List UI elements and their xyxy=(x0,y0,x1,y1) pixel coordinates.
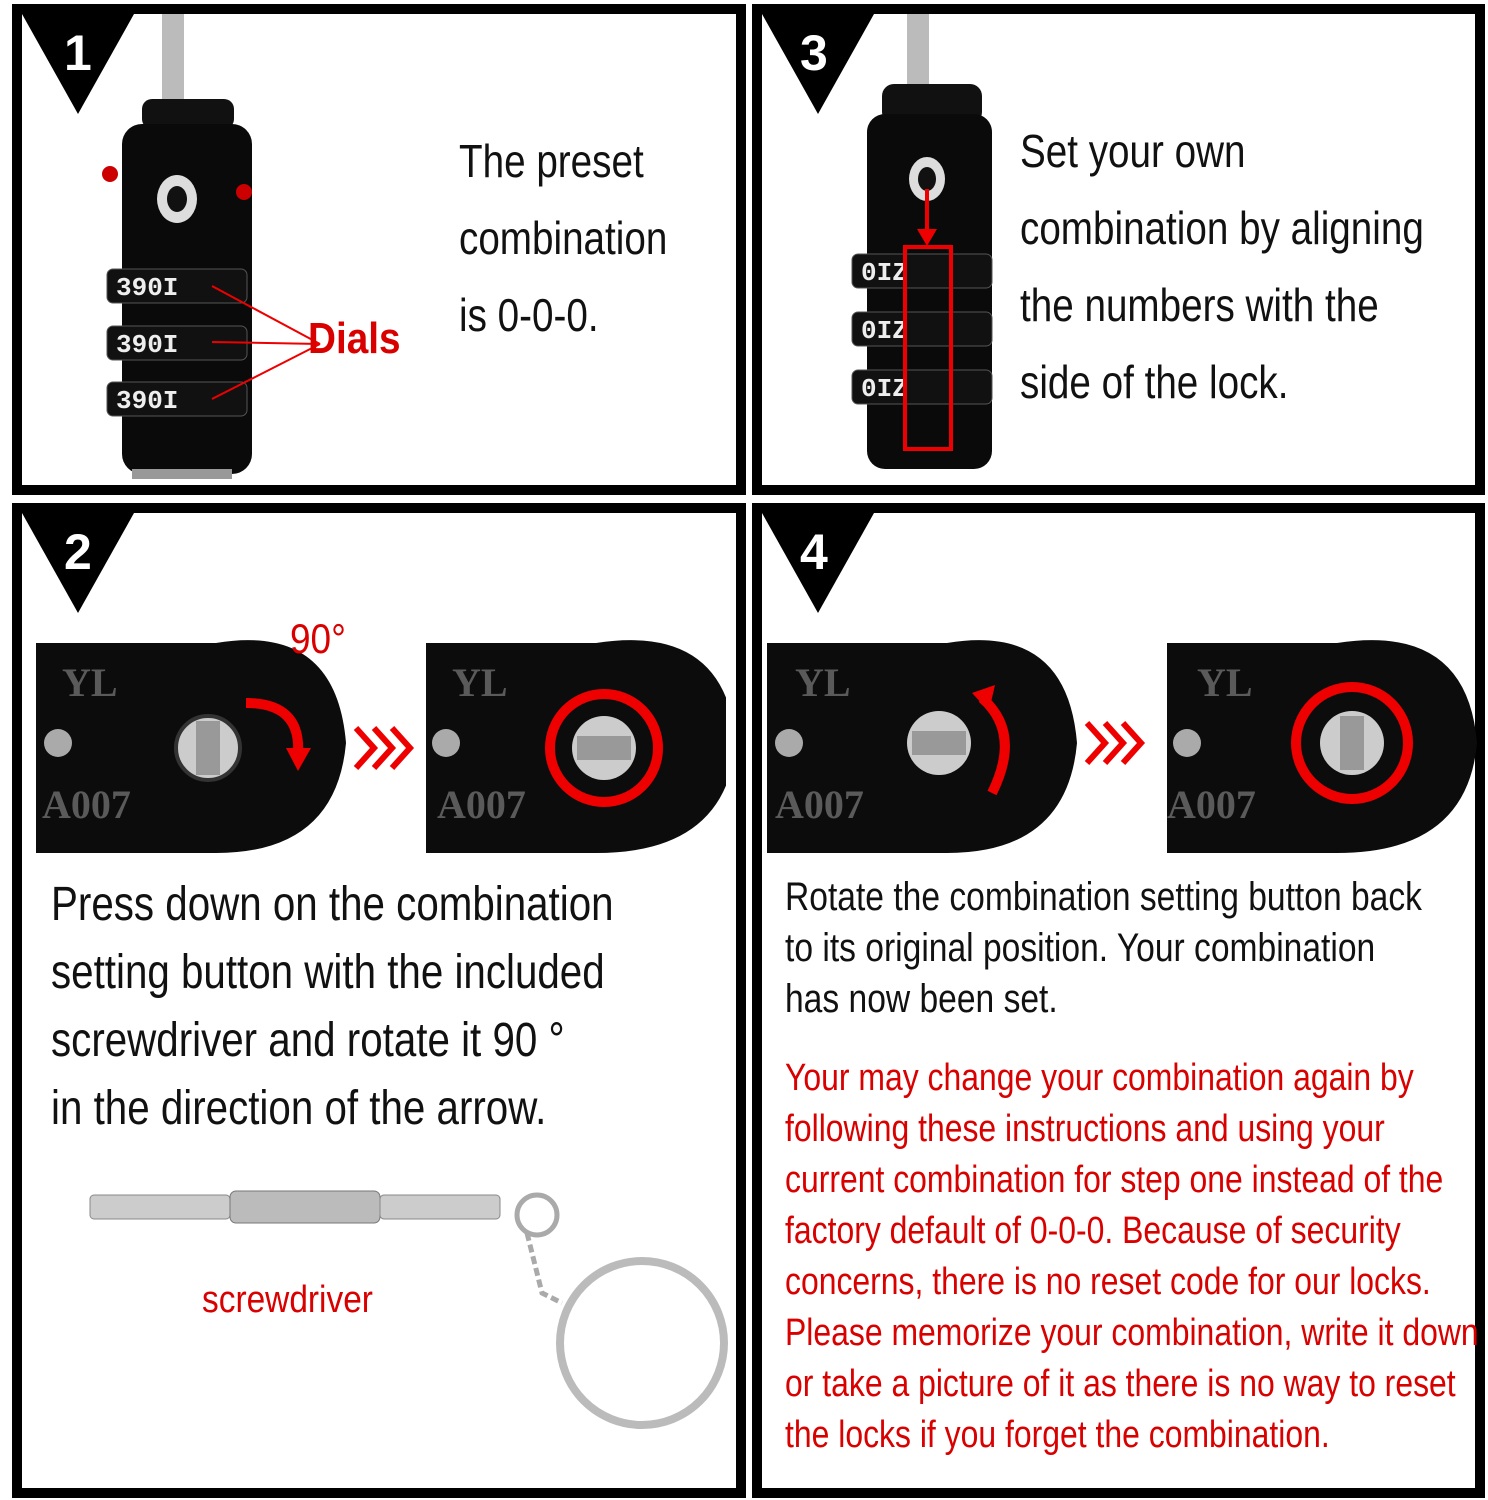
setting-button-images xyxy=(767,623,1482,873)
step-3-text-line: combination by aligning xyxy=(1020,202,1424,254)
lock-model-marking: A007 xyxy=(775,782,864,827)
step-4-text-line: to its original position. Your combination xyxy=(785,926,1376,970)
combination-lock-image xyxy=(102,14,342,484)
lock-brand-marking: YL xyxy=(795,660,851,705)
svg-text:390I: 390I xyxy=(116,273,179,303)
step-4-text-line: Rotate the combination setting button back xyxy=(785,875,1422,919)
step-2-text-line: setting button with the included xyxy=(51,946,605,999)
step-1-text-line: is 0-0-0. xyxy=(459,289,599,341)
warning-text-line: Please memorize your combination, write it down xyxy=(785,1312,1479,1354)
lock-brand-marking: YL xyxy=(1197,660,1253,705)
combination-lock-image xyxy=(847,14,1007,484)
step-1-number: 1 xyxy=(64,25,92,81)
lock-model-marking: A007 xyxy=(1167,782,1256,827)
step-2-text-line: screwdriver and rotate it 90 ° xyxy=(51,1014,565,1067)
dials-label: Dials xyxy=(308,314,401,363)
warning-text-line: Your may change your combination again by xyxy=(785,1057,1414,1099)
step-2-text-line: in the direction of the arrow. xyxy=(51,1082,547,1135)
warning-text-line: the locks if you forget the combination. xyxy=(785,1414,1330,1456)
lock-brand-marking: YL xyxy=(452,660,508,705)
rotation-angle-label: 90° xyxy=(290,615,346,662)
setting-button-images xyxy=(36,623,726,873)
svg-text:0IZ: 0IZ xyxy=(861,316,908,346)
step-1-text-line: combination xyxy=(459,212,668,264)
step-1-text-line: The preset xyxy=(459,135,644,187)
step-3-text-line: Set your own xyxy=(1020,125,1246,177)
step-3-panel xyxy=(752,4,1485,495)
step-3-text-line: the numbers with the xyxy=(1020,279,1379,331)
warning-text-line: or take a picture of it as there is no way to reset xyxy=(785,1363,1456,1405)
step-2-text-line: Press down on the combination xyxy=(51,878,614,931)
svg-text:390I: 390I xyxy=(116,330,179,360)
step-3-number: 3 xyxy=(800,25,828,81)
screwdriver-keyring-image xyxy=(82,1183,732,1443)
svg-text:0IZ: 0IZ xyxy=(861,258,908,288)
warning-text-line: following these instructions and using your xyxy=(785,1108,1385,1150)
step-2-panel xyxy=(12,503,746,1498)
warning-text-line: current combination for step one instead of the xyxy=(785,1159,1444,1201)
svg-text:0IZ: 0IZ xyxy=(861,374,908,404)
warning-text-line: factory default of 0-0-0. Because of security xyxy=(785,1210,1401,1252)
step-2-number: 2 xyxy=(64,524,92,580)
lock-model-marking: A007 xyxy=(42,782,131,827)
svg-text:390I: 390I xyxy=(116,386,179,416)
screwdriver-label: screwdriver xyxy=(202,1279,373,1321)
warning-text-line: concerns, there is no reset code for our locks. xyxy=(785,1261,1431,1303)
lock-model-marking: A007 xyxy=(437,782,526,827)
step-1-panel xyxy=(12,4,746,495)
step-4-text-line: has now been set. xyxy=(785,977,1058,1021)
step-3-text-line: side of the lock. xyxy=(1020,356,1289,408)
step-4-number: 4 xyxy=(800,524,828,580)
lock-brand-marking: YL xyxy=(62,660,118,705)
step-4-panel xyxy=(752,503,1485,1498)
